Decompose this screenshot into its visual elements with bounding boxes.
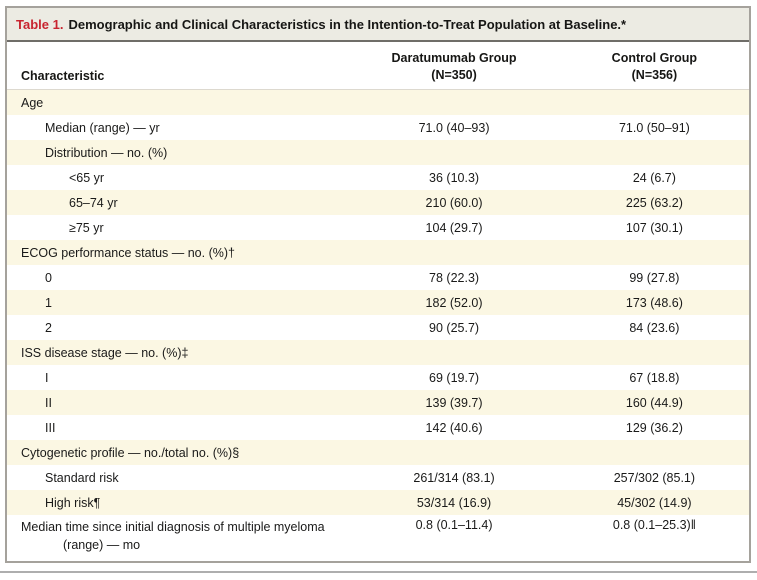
row-label: 65–74 yr bbox=[69, 195, 118, 210]
value-daratumumab: 69 (19.7) bbox=[429, 370, 480, 385]
group2-n: (N=356) bbox=[631, 67, 678, 82]
row-label-cell bbox=[7, 296, 348, 310]
row-label: I bbox=[45, 370, 49, 385]
table-row bbox=[7, 465, 749, 490]
row-label-cell bbox=[7, 518, 348, 554]
table-body bbox=[7, 90, 749, 559]
table-row bbox=[7, 340, 749, 365]
value-control: 24 (6.7) bbox=[632, 170, 676, 185]
row-label: <65 yr bbox=[69, 170, 105, 185]
row-label-cell bbox=[7, 496, 348, 510]
value-daratumumab: 104 (29.7) bbox=[425, 220, 483, 235]
row-label-cell bbox=[7, 321, 348, 335]
table-row bbox=[7, 515, 749, 559]
table-row bbox=[7, 140, 749, 165]
row-label: 0 bbox=[45, 270, 52, 285]
column-header-characteristic: Characteristic bbox=[21, 69, 105, 83]
row-label-cell bbox=[7, 146, 348, 160]
table-row bbox=[7, 290, 749, 315]
row-label: Age bbox=[21, 95, 44, 110]
row-label: 1 bbox=[45, 295, 52, 310]
value-control: 45/302 (14.9) bbox=[617, 495, 692, 510]
baseline-characteristics-table bbox=[5, 6, 751, 563]
table-row bbox=[7, 215, 749, 240]
value-control: 257/302 (85.1) bbox=[613, 470, 696, 485]
value-control: 71.0 (50–91) bbox=[618, 120, 690, 135]
value-daratumumab: 53/314 (16.9) bbox=[416, 495, 492, 510]
group2-name: Control Group bbox=[611, 50, 698, 65]
value-daratumumab: 90 (25.7) bbox=[429, 320, 480, 335]
table-row bbox=[7, 315, 749, 340]
table-row bbox=[7, 190, 749, 215]
row-label: Median (range) — yr bbox=[45, 120, 160, 135]
row-label: ISS disease stage — no. (%)‡ bbox=[21, 345, 189, 360]
row-label: Distribution — no. (%) bbox=[45, 145, 168, 160]
value-daratumumab: 71.0 (40–93) bbox=[418, 120, 490, 135]
table-row bbox=[7, 90, 749, 115]
row-label-cell bbox=[7, 396, 348, 410]
column-header-daratumumab-group bbox=[348, 48, 559, 84]
value-daratumumab: 142 (40.6) bbox=[425, 420, 483, 435]
table-row bbox=[7, 415, 749, 440]
value-daratumumab: 261/314 (83.1) bbox=[413, 470, 495, 485]
value-control: 160 (44.9) bbox=[625, 395, 683, 410]
row-label: III bbox=[45, 420, 56, 435]
row-label-cell bbox=[7, 121, 348, 135]
table-title: Demographic and Clinical Characteristics in the Intention-to-Treat Population at Baseline.* bbox=[68, 16, 627, 32]
value-daratumumab: 0.8 (0.1–11.4) bbox=[415, 518, 493, 532]
value-control: 67 (18.8) bbox=[629, 370, 680, 385]
row-label: High risk¶ bbox=[45, 495, 101, 510]
value-daratumumab: 139 (39.7) bbox=[425, 395, 483, 410]
table-title-bar bbox=[7, 8, 749, 42]
table-row bbox=[7, 165, 749, 190]
value-daratumumab: 78 (22.3) bbox=[429, 270, 480, 285]
table-number: Table 1. bbox=[16, 16, 64, 32]
value-control: 225 (63.2) bbox=[625, 195, 683, 210]
value-daratumumab: 210 (60.0) bbox=[425, 195, 483, 210]
row-label-cell bbox=[7, 271, 348, 285]
table-row bbox=[7, 440, 749, 465]
table-row bbox=[7, 490, 749, 515]
value-daratumumab: 36 (10.3) bbox=[429, 170, 480, 185]
group1-n: (N=350) bbox=[431, 67, 477, 82]
table-row bbox=[7, 265, 749, 290]
table-row bbox=[7, 240, 749, 265]
value-control: 129 (36.2) bbox=[625, 420, 683, 435]
row-label-cell bbox=[7, 471, 348, 485]
row-label: Median time since initial diagnosis of multiple myeloma (range) — mo bbox=[21, 520, 325, 553]
row-label-cell bbox=[7, 221, 348, 235]
row-label-cell bbox=[7, 246, 348, 260]
value-control: 99 (27.8) bbox=[629, 270, 680, 285]
row-label-cell bbox=[7, 371, 348, 385]
row-label: Standard risk bbox=[45, 470, 119, 485]
value-control: 173 (48.6) bbox=[625, 295, 683, 310]
row-label-cell bbox=[7, 346, 348, 360]
table-row bbox=[7, 365, 749, 390]
value-control: 107 (30.1) bbox=[625, 220, 683, 235]
row-label-cell bbox=[7, 171, 348, 185]
value-control: 84 (23.6) bbox=[629, 320, 680, 335]
row-label-cell bbox=[7, 421, 348, 435]
column-header-control-group bbox=[560, 48, 749, 84]
value-daratumumab: 182 (52.0) bbox=[425, 295, 483, 310]
page-divider-line bbox=[0, 571, 757, 573]
row-label: Cytogenetic profile — no./total no. (%)§ bbox=[21, 445, 240, 460]
row-label: ECOG performance status — no. (%)† bbox=[21, 245, 235, 260]
table-header-row bbox=[7, 42, 749, 90]
value-control: 0.8 (0.1–25.3)‖ bbox=[612, 518, 696, 532]
row-label: ≥75 yr bbox=[69, 220, 104, 235]
group1-name: Daratumumab Group bbox=[391, 50, 517, 65]
table-row bbox=[7, 115, 749, 140]
row-label: 2 bbox=[45, 320, 52, 335]
row-label-cell bbox=[7, 446, 348, 460]
row-label-cell bbox=[7, 196, 348, 210]
row-label: II bbox=[45, 395, 52, 410]
row-label-cell bbox=[7, 96, 348, 110]
table-row bbox=[7, 390, 749, 415]
